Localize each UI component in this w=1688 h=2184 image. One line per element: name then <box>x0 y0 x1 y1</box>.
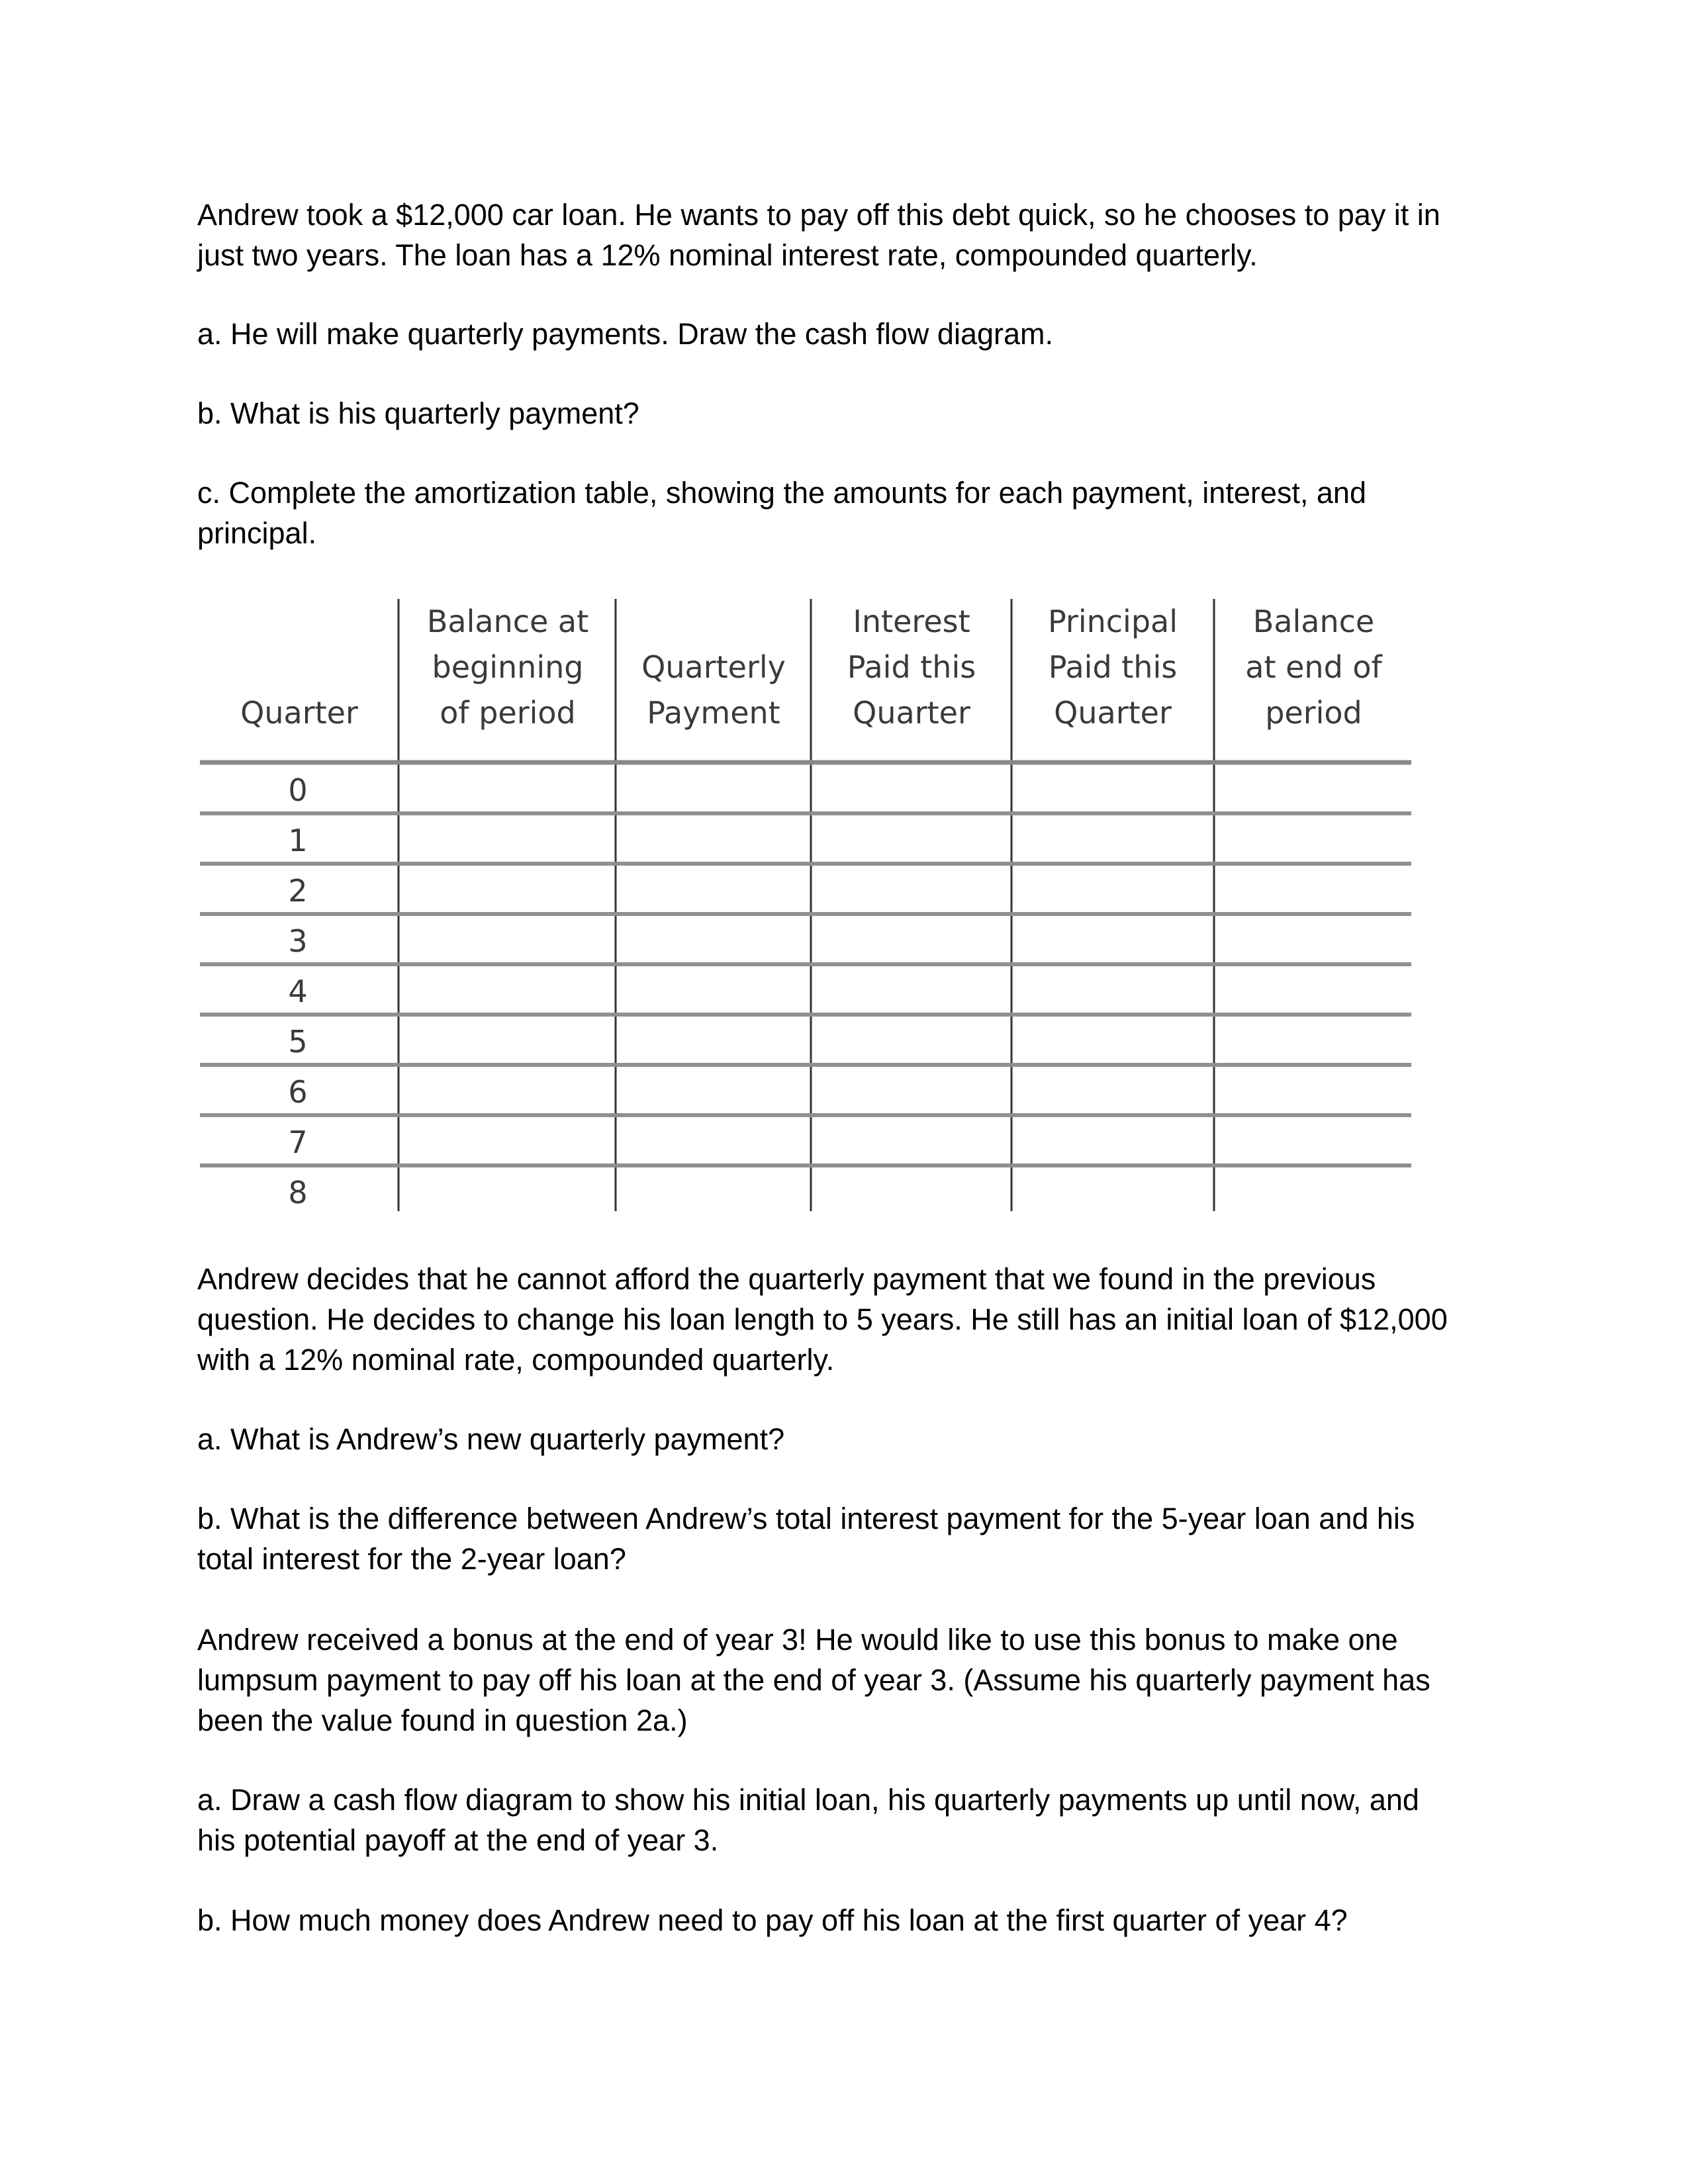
text-line: lumpsum payment to pay off his loan at the end of year 3. (Assume his quarterly payment has <box>197 1663 1430 1697</box>
quarter-cell: 3 <box>288 923 308 959</box>
text-line: Andrew decides that he cannot afford the quarterly payment that we found in the previous <box>197 1262 1376 1296</box>
header-quarter <box>200 690 399 736</box>
header-principal-paid <box>1013 599 1213 736</box>
quarter-cell: 2 <box>288 873 308 909</box>
header-line: Paid this <box>847 649 976 685</box>
header-line: Quarter <box>853 695 970 731</box>
header-line: Balance <box>1252 604 1375 639</box>
problem3-part-a <box>197 1780 1495 1860</box>
text-line: b. How much money does Andrew need to pay off his loan at the first quarter of year 4? <box>197 1903 1348 1937</box>
text-line: Andrew took a $12,000 car loan. He wants to pay off this debt quick, so he chooses to pay it in <box>197 198 1440 232</box>
text-line: Andrew received a bonus at the end of year 3! He would like to use this bonus to make one <box>197 1623 1398 1657</box>
text-line: b. What is the difference between Andrew’s total interest payment for the 5-year loan and his <box>197 1502 1415 1535</box>
problem2-intro <box>197 1259 1495 1380</box>
quarter-cell: 1 <box>288 823 308 858</box>
header-line: at end of <box>1245 649 1382 685</box>
text-line: been the value found in question 2a.) <box>197 1704 688 1737</box>
quarter-cell: 6 <box>288 1074 308 1110</box>
text-line: c. Complete the amortization table, showing the amounts for each payment, interest, and <box>197 476 1366 510</box>
text-line: principal. <box>197 516 317 550</box>
quarter-cell: 0 <box>288 772 308 808</box>
quarter-cell: 8 <box>288 1175 308 1210</box>
text-line: b. What is his quarterly payment? <box>197 396 639 430</box>
text-line: with a 12% nominal rate, compounded quarterly. <box>197 1343 835 1377</box>
text-line: his potential payoff at the end of year 3. <box>197 1823 719 1857</box>
header-line: Principal <box>1047 604 1178 639</box>
text-line: just two years. The loan has a 12% nominal interest rate, compounded quarterly. <box>197 238 1258 272</box>
header-line: Quarter <box>1054 695 1172 731</box>
header-interest-paid <box>813 599 1010 736</box>
problem3-part-b <box>197 1900 1495 1940</box>
header-line: beginning <box>432 649 584 685</box>
text-line: total interest for the 2-year loan? <box>197 1542 626 1576</box>
quarter-cell: 4 <box>288 974 308 1009</box>
quarter-cell: 7 <box>288 1124 308 1160</box>
header-balance-end <box>1216 599 1411 736</box>
header-line: Paid this <box>1048 649 1178 685</box>
text-line: question. He decides to change his loan length to 5 years. He still has an initial loan of $12,000 <box>197 1302 1448 1336</box>
header-balance-beginning <box>401 599 614 736</box>
header-line: Balance at <box>426 604 589 639</box>
header-line: of period <box>440 695 576 731</box>
problem2-part-a <box>197 1419 1495 1459</box>
header-line: period <box>1265 695 1362 731</box>
problem3-intro <box>197 1619 1495 1741</box>
header-line: Quarterly <box>641 649 786 685</box>
problem2-part-b <box>197 1498 1495 1579</box>
quarter-cell: 5 <box>288 1024 308 1060</box>
header-line: Payment <box>647 695 780 731</box>
header-line: Quarter <box>240 695 358 731</box>
header-line: Interest <box>853 604 970 639</box>
text-line: a. Draw a cash flow diagram to show his initial loan, his quarterly payments up until now, and <box>197 1783 1419 1817</box>
text-line: a. He will make quarterly payments. Draw the cash flow diagram. <box>197 317 1054 351</box>
text-line: a. What is Andrew’s new quarterly payment? <box>197 1422 785 1456</box>
header-quarterly-payment <box>617 645 810 736</box>
